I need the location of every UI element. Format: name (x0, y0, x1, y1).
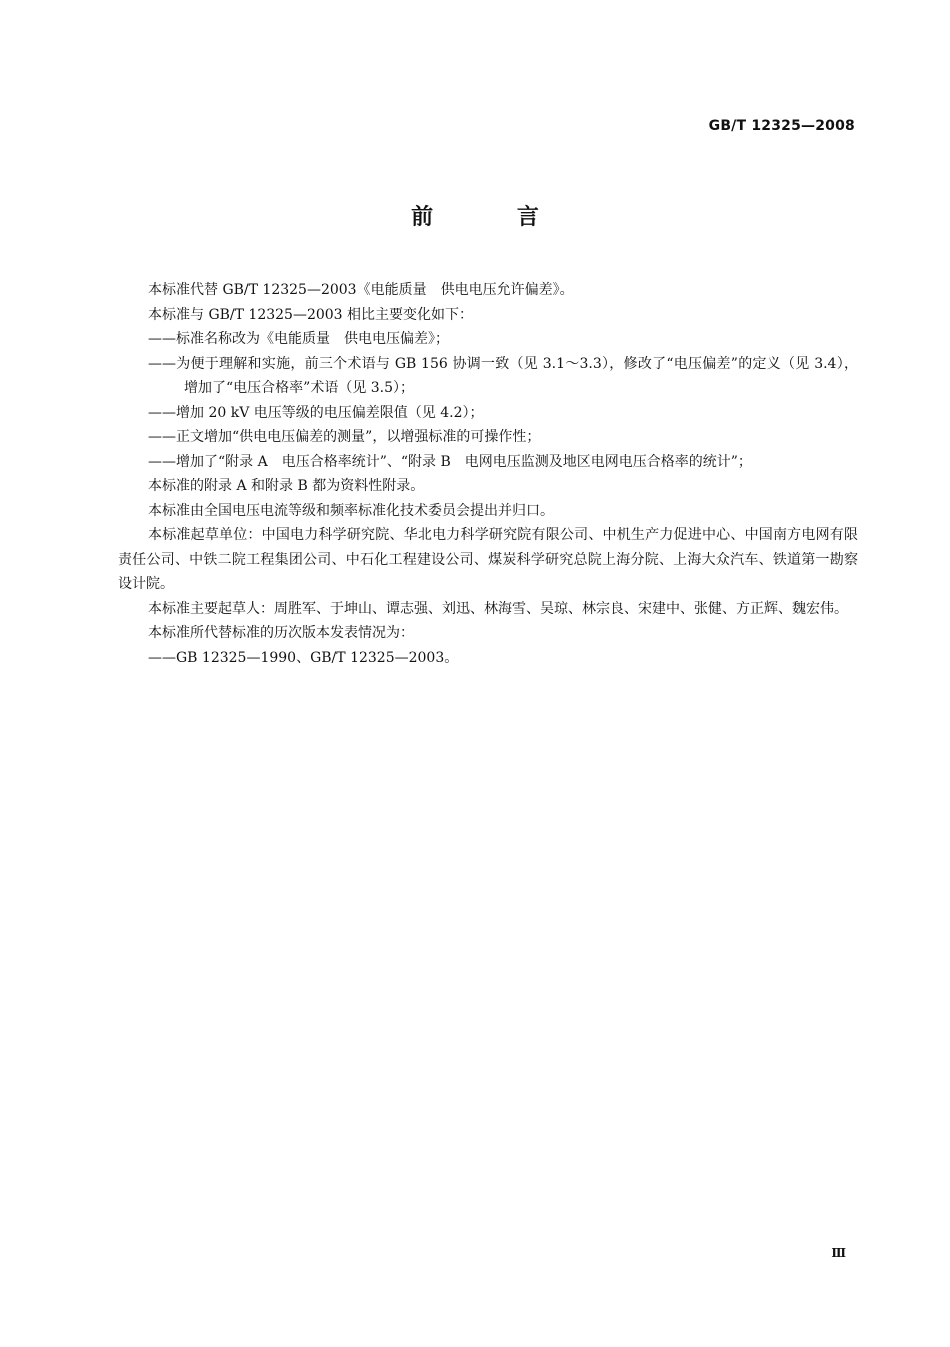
standard-code: GB/T 12325—2008 (708, 118, 855, 134)
list-item-change: ——增加了“附录 A 电压合格率统计”、“附录 B 电网电压监测及地区电网电压合格率的统计”； (148, 453, 752, 470)
paragraph-drafters: 本标准主要起草人：周胜军、于坤山、谭志强、刘迅、林海雪、吴琼、林宗良、宋建中、张健、方正辉、魏宏伟。 (148, 600, 848, 617)
paragraph-drafting-units: 本标准起草单位：中国电力科学研究院、华北电力科学研究院有限公司、中机生产力促进中心、中国南方电网有限责任公司、中铁二院工程集团公司、中石化工程建设公司、煤炭科学研究总院上海分院、上海大众汽车、铁道第一勘察设计院。 (118, 527, 858, 592)
page-number: Ⅲ (831, 1246, 846, 1260)
list-item-change: ——为便于理解和实施，前三个术语与 GB 156 协调一致（见 3.1～3.3），修改了“电压偏差”的定义（见 3.4），增加了“电压合格率”术语（见 3.5）； (148, 355, 858, 396)
page-title: 前 言 (411, 205, 577, 230)
paragraph-proposer: 本标准由全国电压电流等级和频率标准化技术委员会提出并归口。 (148, 502, 554, 519)
list-item-change: ——正文增加“供电电压偏差的测量”，以增强标准的可操作性； (148, 429, 541, 445)
paragraph-replaces: 本标准代替 GB/T 12325—2003《电能质量 供电电压允许偏差》。 (148, 282, 574, 298)
paragraph-changes-intro: 本标准与 GB/T 12325—2003 相比主要变化如下： (148, 306, 474, 323)
document-body (118, 278, 858, 670)
list-item-history: ——GB 12325—1990、GB/T 12325—2003。 (148, 649, 459, 666)
paragraph-history-intro: 本标准所代替标准的历次版本发表情况为： (148, 625, 414, 641)
paragraph-annexes: 本标准的附录 A 和附录 B 都为资料性附录。 (148, 478, 425, 494)
list-item-change: ——增加 20 kV 电压等级的电压偏差限值（见 4.2）； (148, 404, 484, 421)
list-item-change: ——标准名称改为《电能质量 供电电压偏差》； (148, 331, 449, 347)
